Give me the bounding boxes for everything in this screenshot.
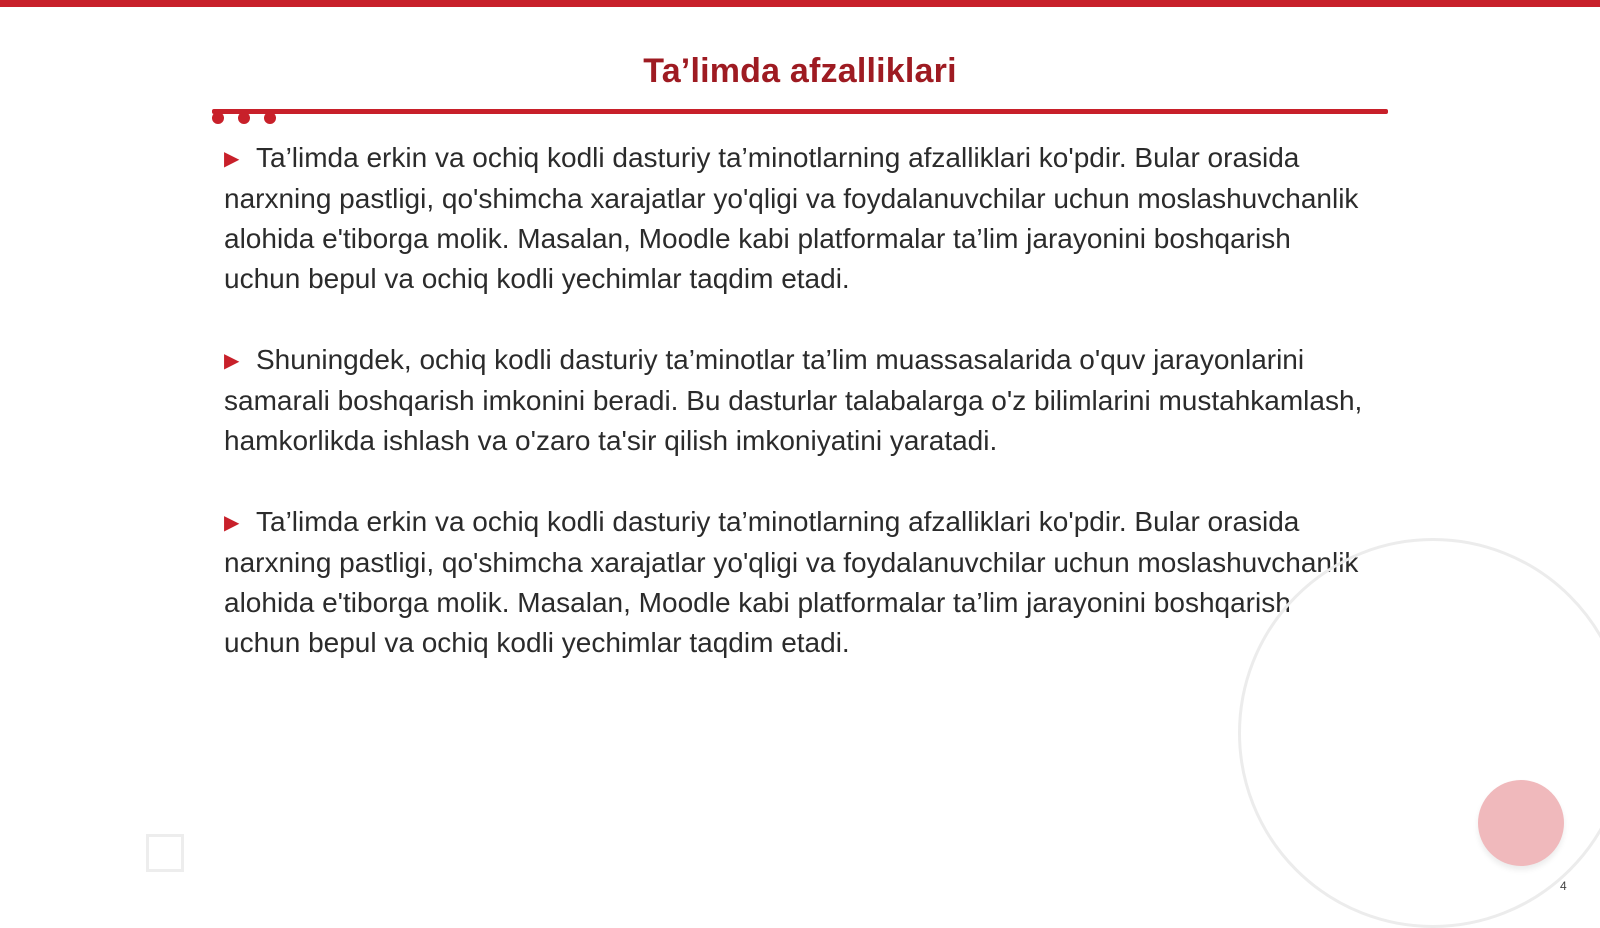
bullet-list	[224, 138, 1374, 704]
bullet-text: Ta’limda erkin va ochiq kodli dasturiy ta’minotlarning afzalliklari ko'pdir. Bular orasida narxning pastligi, qo'shimcha xarajatlar yo'qligi va foydalanuvchilar uchun moslashuvchanlik alohida e'tiborga molik. Masalan, Moodle kabi platformalar ta’lim jarayonini boshqarish uchun bepul va ochiq kodli yechimlar taqdim etadi.	[224, 142, 1359, 294]
top-accent-bar	[0, 0, 1600, 7]
decor-square	[146, 834, 184, 872]
bullet-arrow-icon: ▶	[224, 350, 240, 372]
page-number: 4	[1560, 879, 1567, 893]
slide-title: Ta’limda afzalliklari	[643, 52, 957, 90]
bullet-arrow-icon: ▶	[224, 512, 240, 534]
bullet-item	[224, 138, 1374, 299]
bullet-item	[224, 502, 1374, 663]
decor-dot	[238, 112, 250, 124]
bullet-text: Ta’limda erkin va ochiq kodli dasturiy ta’minotlarning afzalliklari ko'pdir. Bular orasida narxning pastligi, qo'shimcha xarajatlar yo'qligi va foydalanuvchilar uchun moslashuvchanlik alohida e'tiborga molik. Masalan, Moodle kabi platformalar ta’lim jarayonini boshqarish uchun bepul va ochiq kodli yechimlar taqdim etadi.	[224, 506, 1359, 658]
decor-circle	[1478, 780, 1564, 866]
bullet-arrow-icon: ▶	[224, 148, 240, 170]
decor-ring	[1238, 538, 1600, 928]
decor-dot	[212, 112, 224, 124]
bullet-item	[224, 340, 1374, 461]
title-underline	[212, 109, 1388, 114]
bullet-text: Shuningdek, ochiq kodli dasturiy ta’minotlar ta’lim muassasalarida o'quv jarayonlarini samarali boshqarish imkonini beradi. Bu dasturlar talabalarga o'z bilimlarini mustahkamlash, hamkorlikda ishlash va o'zaro ta'sir qilish imkoniyatini yaratadi.	[224, 344, 1363, 456]
decor-dot	[264, 112, 276, 124]
